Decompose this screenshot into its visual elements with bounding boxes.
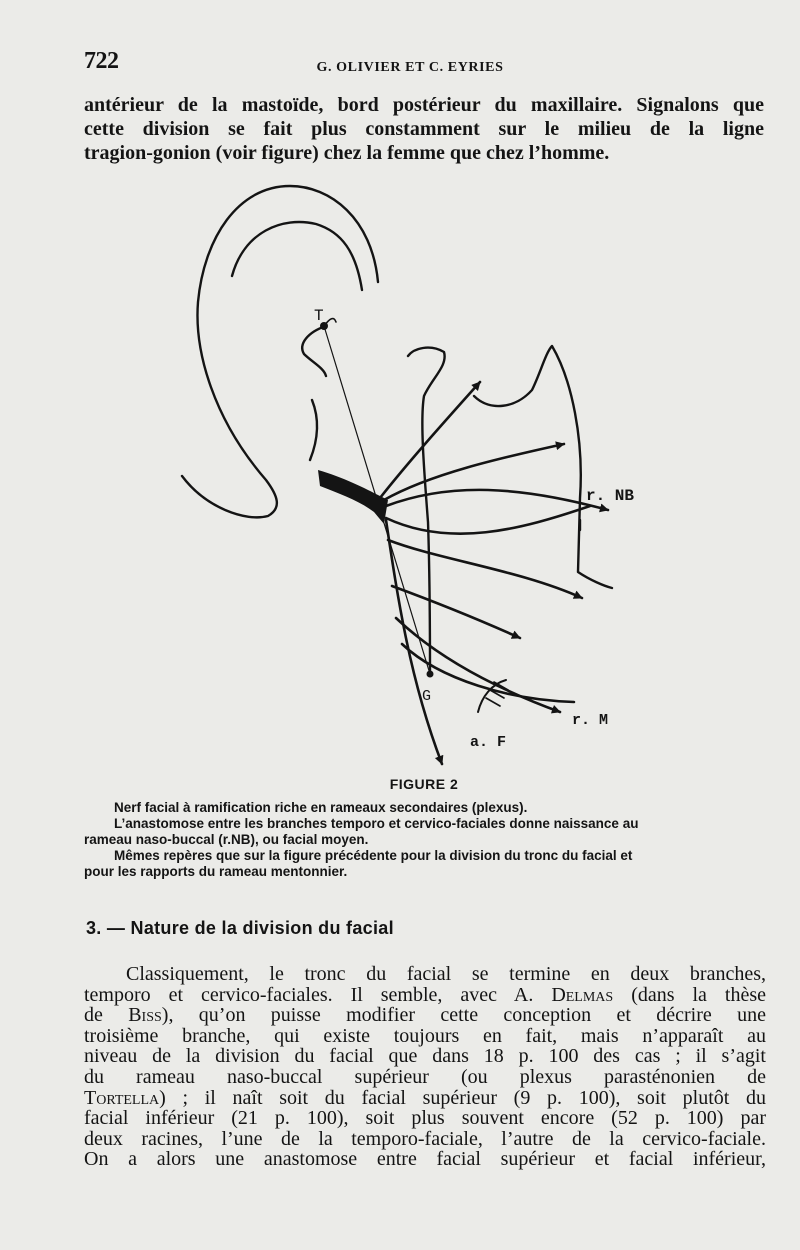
running-head: G. OLIVIER ET C. EYRIES	[316, 60, 504, 75]
body-line: Classiquement, le tronc du facial se termine en deux branches,	[126, 963, 766, 985]
coronoid-outline	[474, 346, 612, 588]
gonion-point	[427, 671, 434, 678]
top-paragraph	[84, 93, 764, 165]
caption-line: rameau naso-buccal (r.NB), ou facial moyen.	[84, 832, 369, 847]
caption-line: L’anastomose entre les branches temporo et cervico-faciales donne naissance au	[114, 816, 639, 831]
body-line: troisième branche, qui existe toujours en fait, mais n’apparaît au	[84, 1024, 766, 1047]
body-line: deux racines, l’une de la temporo-faciale, l’autre de la cervico-faciale.	[84, 1127, 766, 1150]
top-paragraph-line: antérieur de la mastoïde, bord postérieur du maxillaire. Signalons que	[84, 94, 764, 116]
section-heading: 3. — Nature de la division du facial	[86, 918, 394, 938]
ear-outline	[182, 186, 378, 517]
caption-line: Mêmes repères que sur la figure précédente pour la division du tronc du facial et	[114, 848, 633, 863]
figure-caption	[84, 800, 734, 880]
nerve-branch	[388, 540, 582, 598]
ear-concha	[310, 400, 317, 460]
body-text: ) ; il naît soit du facial supérieur (9 p. 100), soit plutôt du	[159, 1086, 766, 1109]
body-line	[84, 1088, 766, 1109]
label-naso-buccal: r. NB	[586, 487, 635, 505]
body-line: niveau de la division du facial que dans 18 p. 100 des cas ; il s’agit	[84, 1045, 766, 1068]
top-paragraph-line: tragion-gonion (voir figure) chez la femme que chez l’homme.	[84, 142, 610, 164]
author-name: Tortella	[84, 1086, 160, 1109]
body-line: du rameau naso-buccal supérieur (ou plexus parasténonien de	[84, 1065, 766, 1088]
body-text: de	[84, 1004, 129, 1027]
body-line: facial inférieur (21 p. 100), soit plus souvent encore (52 p. 100) par	[84, 1107, 766, 1130]
figure-number: FIGURE 2	[389, 776, 459, 792]
page-number: 722	[84, 48, 119, 74]
top-paragraph-line: cette division se fait plus constamment sur le milieu de la ligne	[84, 118, 764, 140]
body-text: ), qu’on puisse modifier cette conception et décrire une	[161, 1004, 766, 1027]
facial-nerve-figure	[0, 170, 800, 770]
label-gonion: G	[422, 688, 432, 705]
body-line	[84, 1005, 766, 1026]
body-paragraph	[84, 964, 766, 1170]
body-line: On a alors une anastomose entre facial supérieur et facial inférieur,	[84, 1148, 766, 1171]
label-facial-artery: a. F	[470, 734, 507, 751]
nerve-branch	[386, 506, 590, 534]
ear-helix	[232, 222, 362, 290]
author-name: Delmas	[551, 983, 614, 1006]
label-mentonnier: r. M	[572, 712, 609, 729]
caption-line: pour les rapports du rameau mentonnier.	[84, 864, 348, 879]
ear-tragus	[302, 326, 326, 376]
label-tragion: T	[314, 307, 324, 325]
mandible-outline	[408, 348, 445, 674]
author-name: Biss	[128, 1004, 162, 1027]
body-line	[84, 985, 766, 1006]
caption-line: Nerf facial à ramification riche en rameaux secondaires (plexus).	[114, 800, 528, 815]
body-text: temporo et cervico-faciales. Il semble, avec A.	[84, 983, 552, 1006]
nerve-branch	[386, 490, 608, 510]
nerve-trunk	[318, 470, 388, 524]
nerve-branch	[384, 444, 564, 500]
body-text: (dans la thèse	[613, 983, 766, 1006]
